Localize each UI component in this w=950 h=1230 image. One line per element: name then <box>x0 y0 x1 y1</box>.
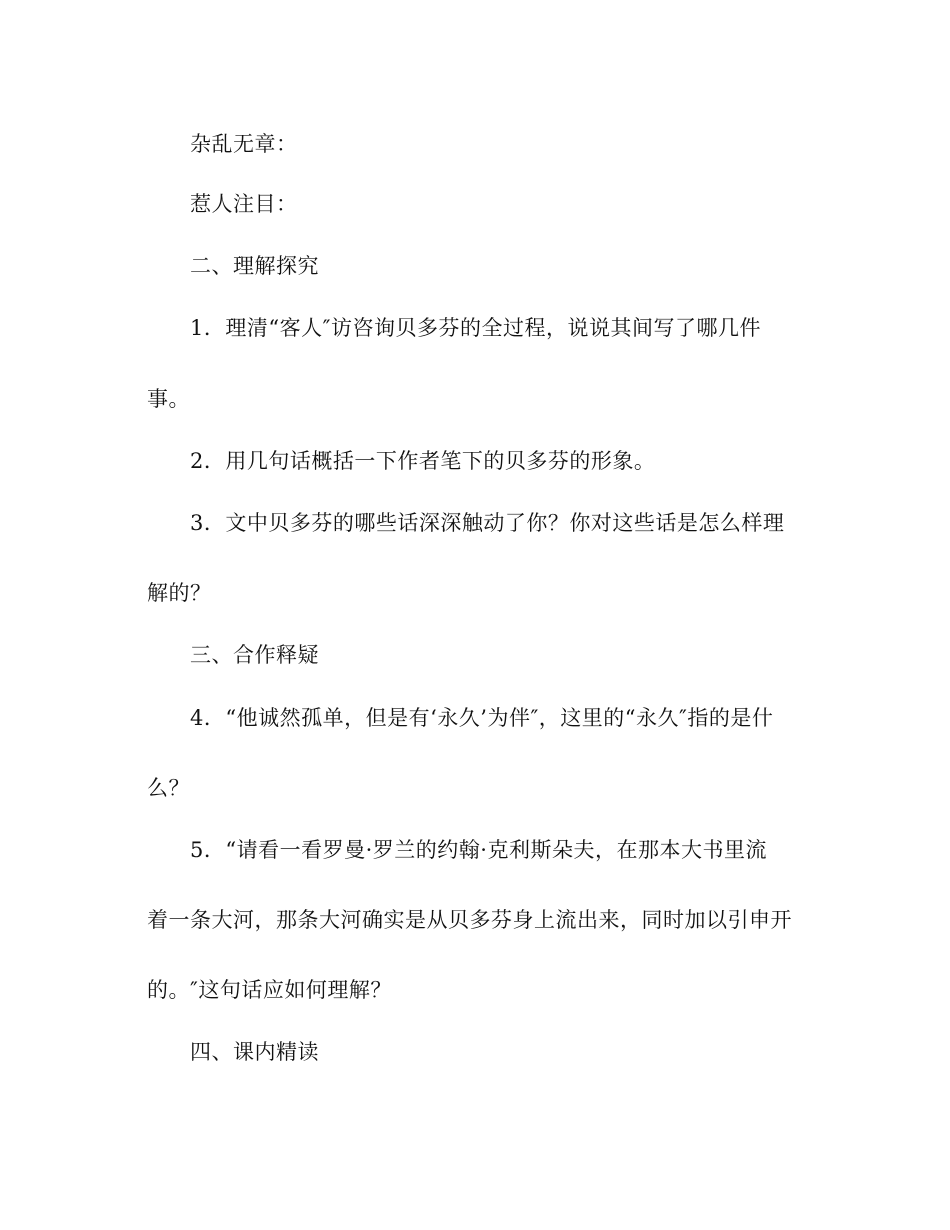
question-5-line-3: 的。″这句话应如何理解？ <box>147 978 392 1002</box>
vocab-item-rerenzhumu: 惹人注目： <box>190 192 298 216</box>
question-5-line-1: 5．“请看一看罗曼·罗兰的约翰·克利斯朵夫，在那本大书里流 <box>190 838 767 862</box>
section-heading-close-reading: 四、课内精读 <box>190 1040 319 1064</box>
vocab-item-zaluanwuzhang: 杂乱无章： <box>190 132 298 156</box>
question-3-line-2: 解的？ <box>147 581 212 605</box>
question-1-line-1: 1．理清“客人″访咨询贝多芬的全过程，说说其间写了哪几件 <box>190 316 761 340</box>
question-4-line-2: 么？ <box>147 776 190 800</box>
question-2: 2．用几句话概括一下作者笔下的贝多芬的形象。 <box>190 449 656 473</box>
section-heading-cooperation: 三、合作释疑 <box>190 643 319 667</box>
question-5-line-2: 着一条大河，那条大河确实是从贝多芬身上流出来，同时加以引申开 <box>147 908 792 932</box>
section-heading-understanding: 二、理解探究 <box>190 254 319 278</box>
question-4-line-1: 4．“他诚然孤单，但是有‘永久’为伴″，这里的“永久″指的是什 <box>190 706 774 730</box>
question-3-line-1: 3．文中贝多芬的哪些话深深触动了你？你对这些话是怎么样理 <box>190 511 785 535</box>
question-1-line-2: 事。 <box>147 387 190 411</box>
